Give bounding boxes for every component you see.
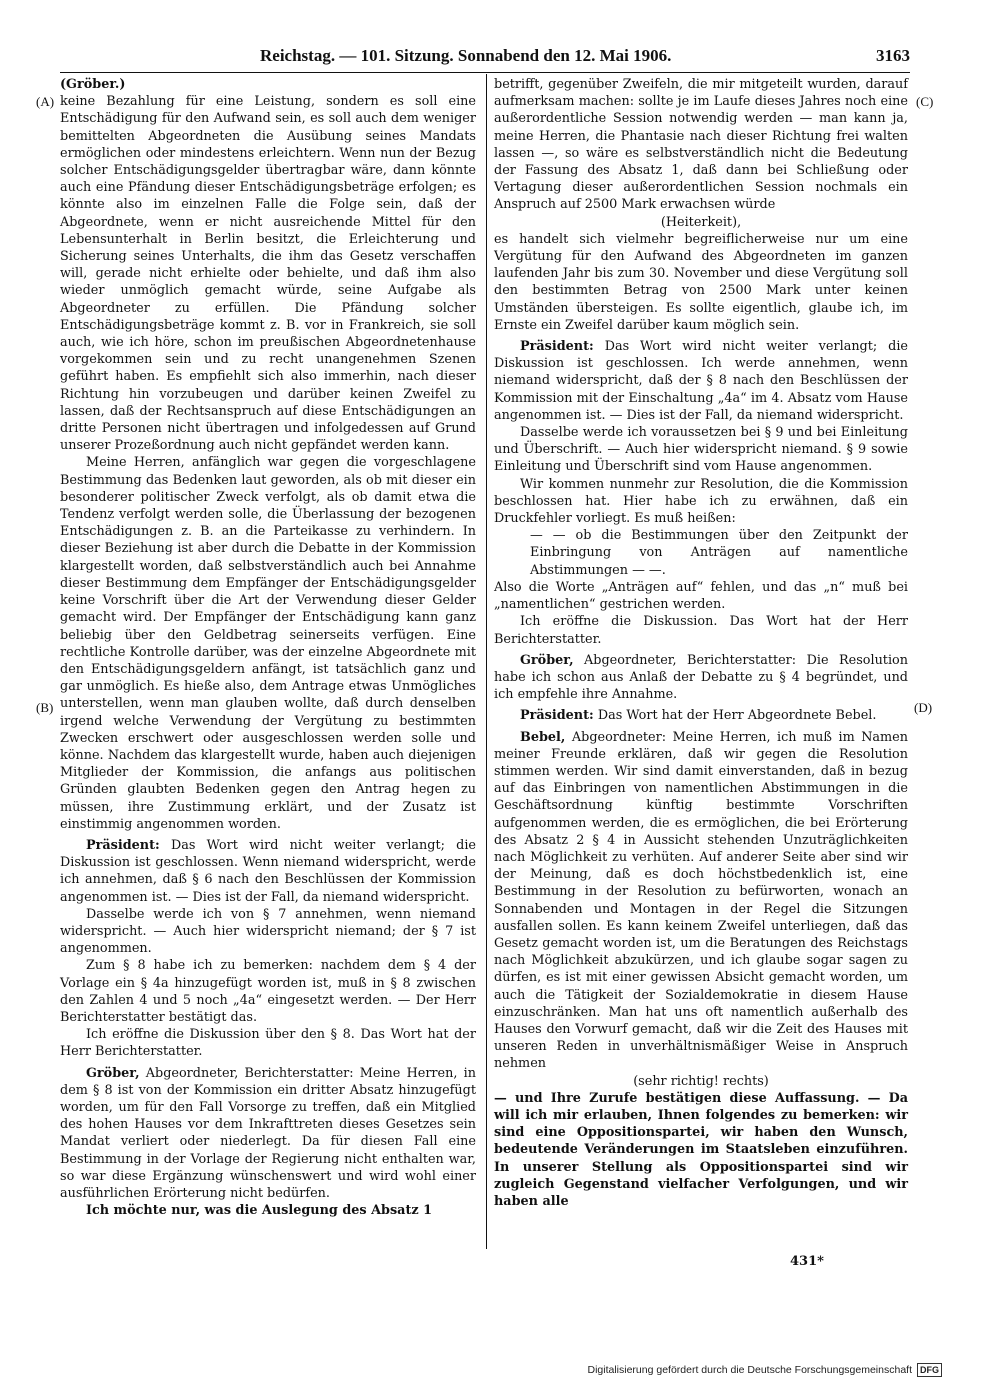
- dfg-logo-icon: DFG: [917, 1363, 942, 1377]
- header-rule: [60, 72, 910, 73]
- speech-text: Das Wort wird nicht weiter verlangt; die Diskussion ist geschlossen. Wenn niemand widerspricht, werde ich annehmen, daß § 6 nach den Beschlüssen der Kommission angenommen ist. — Dies ist der Fall, da niemand widerspricht.: [60, 837, 476, 905]
- paragraph: Also die Worte „Anträgen auf“ fehlen, und das „n“ muß bei „namentlichen“ gestrichen werden.: [494, 579, 908, 613]
- margin-mark-d: (D): [914, 700, 933, 715]
- paragraph: [60, 1065, 476, 1203]
- margin-mark-a: (A): [36, 94, 55, 109]
- paragraph: Zum § 8 habe ich zu bemerken: nachdem dem § 4 der Vorlage ein § 4a hinzugefügt worden ist, muß in § 8 zwischen den Zahlen 4 und 5 noch „4a“ eingesetzt werden. — Der Herr Berichterstatter bestätigt das.: [60, 958, 476, 1025]
- speaker-name: Bebel,: [520, 729, 566, 745]
- running-title: Reichstag. — 101. Sitzung. Sonnabend den 12. Mai 1906.: [260, 46, 672, 65]
- left-column: [60, 76, 476, 1219]
- margin-mark-c: (C): [916, 94, 934, 109]
- paragraph: betrifft, gegenüber Zweifeln, die mir mitgeteilt wurden, darauf aufmerksam machen: sollte je im Laufe dieses Jahres noch eine außerordentliche Session notwendig werden — man kann ja, meine Herren, die Phantasie nach dieser Richtung frei walten lassen —, so wäre es selbstverständlich nicht die Bedeutung der Fassung des Absatz 1, daß dann bei Schließung oder Vertagung dieser außerordentlichen Session nochmals ein Anspruch auf 2500 Mark erwachsen würde: [494, 77, 908, 213]
- paragraph: Ich eröffne die Diskussion. Das Wort hat der Herr Berichterstatter.: [494, 614, 908, 647]
- running-header: [60, 46, 910, 70]
- quotation: — — ob die Bestimmungen über den Zeitpunkt der Einbringung von Anträgen auf namentliche Abstimmungen — —.: [530, 528, 908, 578]
- column-divider: [486, 74, 487, 1249]
- paragraph: [494, 338, 908, 424]
- paragraph: es handelt sich vielmehr begreiflicherweise nur um eine Vergütung für den Aufwand des Abgeordneten im ganzen laufenden Jahr bis zum 30. November und diese Vergütung soll den bestimmten Betrag von 2500 Mark unter keinen Umständen übersteigen. Es sollte eigentlich, glaube ich, im Ernste ein Zweifel darüber kaum möglich sein.: [494, 231, 908, 333]
- paragraph: keine Bezahlung für eine Leistung, sondern es soll eine Entschädigung für den Aufwand sein, es soll auch dem weniger bemittelten Abgeordneten die Ausübung seines Mandats ermöglichen oder mindestens erleichtern. Wenn nun der Bezug solcher Entschädigungsgelder übertragbar wäre, dann könnte auch eine Pfändung dieser Entschädigungsbeträge erfolgen; es könnte also im einzelnen Falle die Folge sein, daß der Abgeordnete, wenn er nicht ausreichende Mittel für den Lebensunterhalt in Berlin besitzt, die Erleichterung und Sicherung seines Unterhalts, die ihm das Gesetz verschaffen will, gerade nicht erhielte oder behielte, und daß ihm also wieder unmöglich gemacht würde, seine Aufgabe als Abgeordneter zu erfüllen. Die Pfändung solcher Entschädigungsbeträge kommt z. B. vor in Frankreich, sie soll auch, wie ich höre, schon im preußischen Abgeordnetenhause vorgekommen sein und zu recht unangenehmen Szenen geführt haben. Es empfiehlt sich also immerhin, nach dieser Richtung hin vorzubeugen und darüber keinen Zweifel zu lassen, daß der Rechtsanspruch auf diese Entschädigungen an dritte Personen nicht übertragen und infolgedessen auf Grund unserer Prozeßordnung auch nicht gepfändet werden kann.: [60, 94, 476, 454]
- speaker-name: Gröber,: [520, 652, 574, 668]
- margin-mark-b: (B): [36, 700, 54, 715]
- paragraph: [494, 729, 908, 1073]
- paragraph: Meine Herren, anfänglich war gegen die vorgeschlagene Bestimmung das Bedenken laut geworden, als ob mit dieser ein besonderer politischer Zweck verfolgt, als ob damit etwa die Tendenz verfolgt werden solle, die Überlassung der bezogenen Entschädigungen z. B. an die Parteikasse zu verhindern. In dieser Beziehung ist aber durch die Debatte in der Kommission klargestellt worden, daß selbstverständlich auch bei Annahme dieser Bestimmung dem Empfänger der Entschädigungsgelder keine Vorschrift über die Art der Verwendung dieser Gelder gemacht wird. Der Empfänger der Entschädigung kann ganz beliebig über den Geldbetrag seinerseits verfügen. Eine rechtliche Kontrolle darüber, was der einzelne Abgeordnete mit den Entschädigungsgeldern anfängt, ist tatsächlich ganz und gar unmöglich. Es hieße also, dem Antrage etwas Unmögliches unterstellen, wenn man glauben wollte, daß durch denselben irgend welche Verwendung der Vergütung zu bestimmten Zwecken erschwert oder ausgeschlossen werden solle und könne. Nachdem das klargestellt wurde, haben auch diejenigen Mitglieder der Kommission, die anfangs aus politischen Gründen glaubten Bedenken gegen den Antrag hegen zu müssen, ihre Zustimmung erklärt, und der Zusatz ist einstimmig angenommen worden.: [60, 455, 476, 832]
- speaker-name: Präsident:: [520, 339, 594, 355]
- speech-text: Das Wort wird nicht weiter verlangt; die Diskussion ist geschlossen. Ich werde annehmen, wenn niemand widerspricht, daß der § 8 nach den Beschlüssen der Kommission mit der Einschaltung „4a“ im 4. Absatz vom Hause angenommen ist. — Dies ist der Fall, da niemand widerspricht.: [494, 339, 908, 423]
- speech-text: Abgeordneter: Meine Herren, ich muß im Namen meiner Freunde erklären, daß wir gegen die Resolution stimmen werden. Wir sind damit einverstanden, daß in bezug auf das Einbringen von namentlichen Abstimmungen in die Geschäftsordnung künftig bestimmte Vorschriften aufgenommen werden, die es ermöglichen, die bei Erörterung des Absatz 2 § 4 in Aussicht stehenden Unzuträglichkeiten nach Möglichkeit zu verhüten. Auf anderer Seite aber sind wir der Meinung, daß es doch höchstbedenklich ist, eine Bestimmung in der Resolution zu befürworten, wonach an Sonnabenden und Montagen in der Regel die Sitzungen ausfallen sollen. Es kann keinem Zweifel unterliegen, daß das Gesetz gemacht worden ist, um die Beratungen des Reichstags nach Möglichkeit abzukürzen, und ich glaube sogar sagen zu dürfen, es ist mit einer gewissen Absicht gemacht worden, um auch die Tätigkeit der Sozialdemokratie in diesem Hause einzuschränken. Man hat uns oft namentlich außerhalb des Hauses den Vorwurf gemacht, daß wir die Zeit des Hauses mit unseren Reden in unverhältnismäßiger Weise in Anspruch nehmen: [494, 729, 908, 1072]
- paragraph: Ich eröffne die Diskussion über den § 8. Das Wort hat der Herr Berichterstatter.: [60, 1027, 476, 1060]
- page-number: 3163: [876, 46, 910, 65]
- paragraph: [60, 837, 476, 906]
- paragraph: Ich möchte nur, was die Auslegung des Absatz 1: [86, 1203, 432, 1219]
- right-column: [494, 76, 908, 1210]
- speech-text: Abgeordneter, Berichterstatter: Meine Herren, in dem § 8 ist von der Kommission ein dritter Absatz hinzugefügt worden, um für den Fall Vorsorge zu treffen, daß ein Mitglied des hohen Hauses vor dem Inkrafttreten dieses Gesetzes sein Mandat verliert oder niederlegt. Da für diesen Fall eine Bestimmung in der Vorlage der Regierung nicht enthalten war, so war diese Ergänzung wünschenswert und wird wohl einer ausführlichen Erörterung nicht bedürfen.: [60, 1065, 476, 1201]
- paragraph: Wir kommen nunmehr zur Resolution, die die Kommission beschlossen hat. Hier habe ich zu erwähnen, daß ein Druckfehler vorliegt. Es muß heißen:: [494, 476, 908, 527]
- paragraph: Dasselbe werde ich voraussetzen bei § 9 und bei Einleitung und Überschrift. — Auch hier widerspricht niemand. § 9 sowie Einleitung und Überschrift sind vom Hause angenommen.: [494, 425, 908, 475]
- paragraph: [494, 652, 908, 704]
- speaker-name: Präsident:: [86, 837, 160, 853]
- speech-text: Das Wort hat der Herr Abgeordnete Bebel.: [597, 708, 877, 724]
- paragraph: Dasselbe werde ich von § 7 annehmen, wenn niemand widerspricht. — Auch hier widerspricht niemand; der § 7 ist angenommen.: [60, 906, 476, 957]
- speaker-heading: (Gröber.): [60, 77, 126, 92]
- interjection: (sehr richtig! rechts): [633, 1073, 769, 1089]
- speaker-name: Präsident:: [520, 708, 594, 724]
- paragraph: [494, 707, 908, 724]
- footer: [587, 1362, 942, 1378]
- interjection: (Heiterkeit),: [660, 214, 742, 230]
- sheet-signature: 431*: [790, 1254, 824, 1269]
- speaker-name: Gröber,: [86, 1065, 140, 1081]
- paragraph: — und Ihre Zurufe bestätigen diese Auffassung. — Da will ich mir erlauben, Ihnen folgendes zu bemerken: wir sind eine Oppositionspartei, wir haben den Wunsch, bedeutende Veränderungen im Staatsleben einzuführen. In unserer Stellung als Oppositionspartei sind wir zugleich Gegenstand vielfacher Verfolgungen, und wir haben alle: [494, 1090, 908, 1209]
- footer-credit: Digitalisierung gefördert durch die Deutsche Forschungsgemeinschaft: [587, 1364, 912, 1376]
- speech-text: Abgeordneter, Berichterstatter: Die Resolution habe ich schon aus Anlaß der Debatte zu § 4 begründet, und ich empfehle ihre Annahme.: [494, 652, 908, 703]
